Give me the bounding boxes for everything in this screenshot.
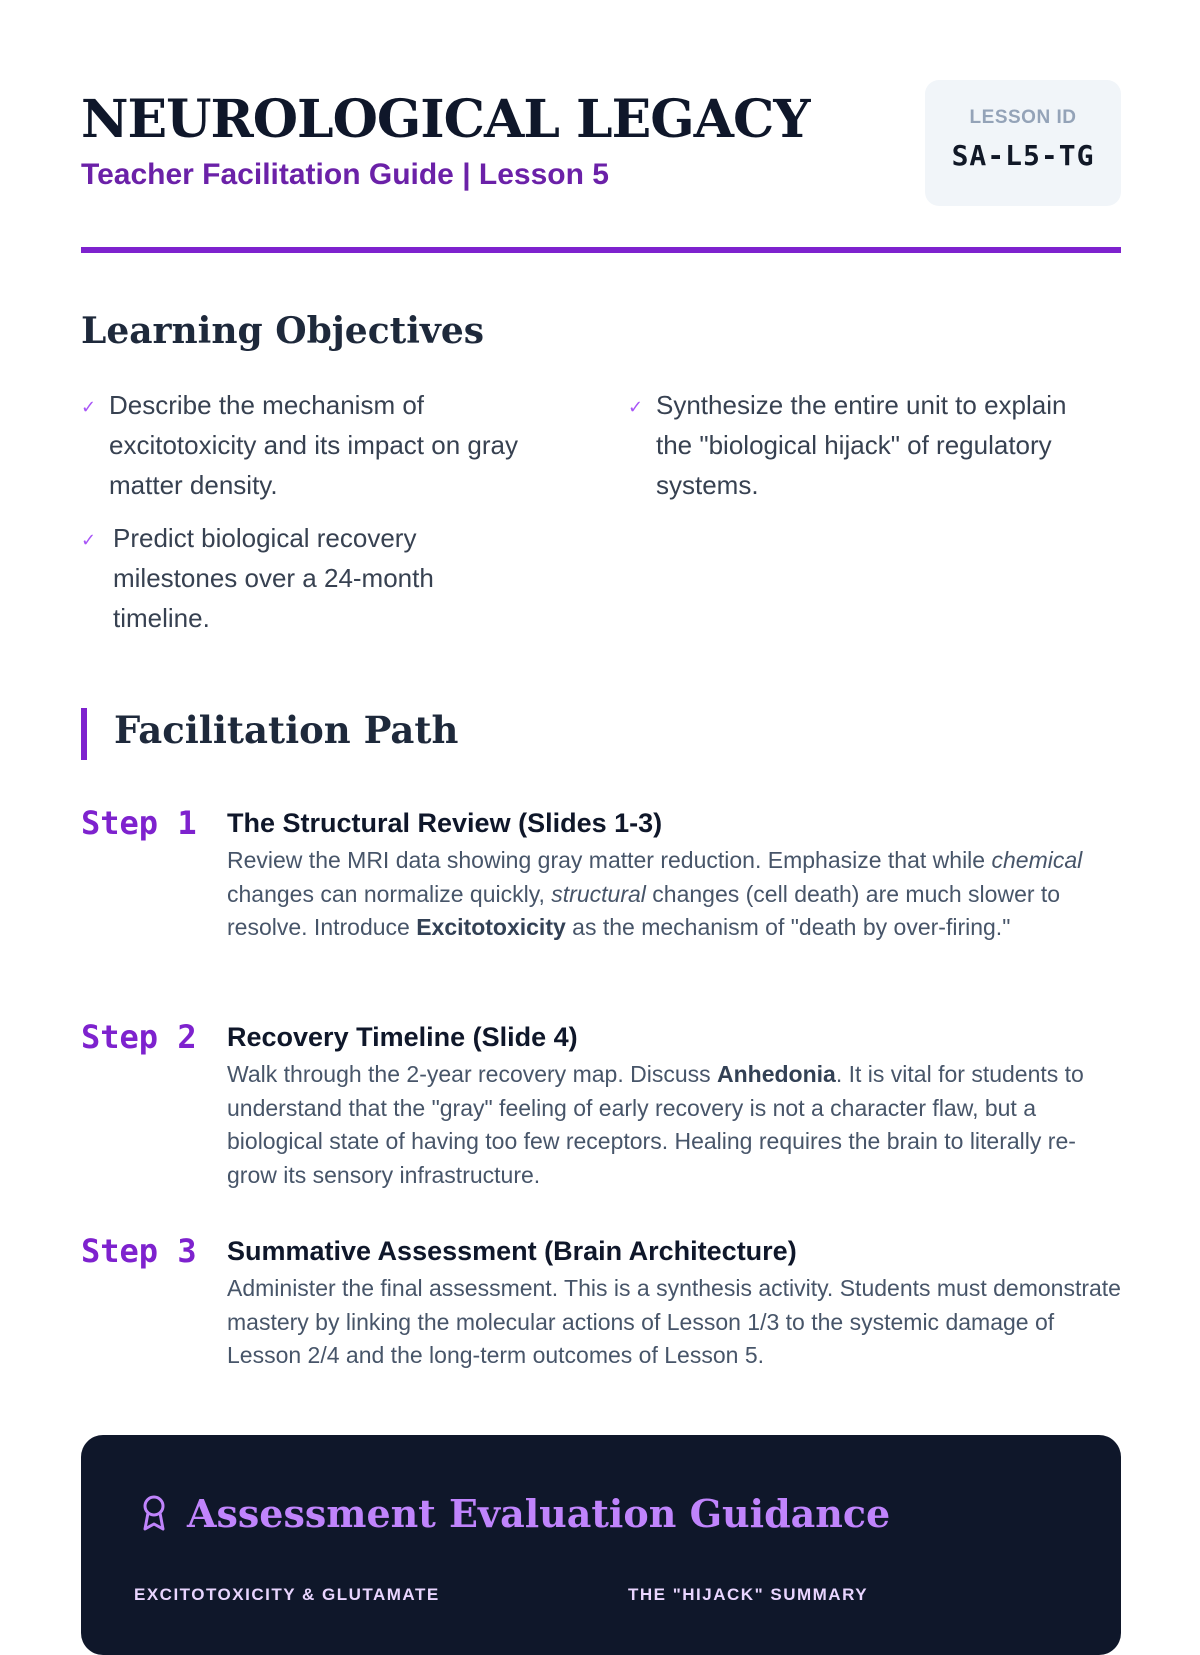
- page-title: NEUROLOGICAL LEGACY: [81, 89, 810, 150]
- step-body: [227, 1018, 1121, 1192]
- facilitation-heading: Facilitation Path: [114, 708, 459, 752]
- step-title: Summative Assessment (Brain Architecture): [227, 1236, 797, 1266]
- award-icon: [139, 1493, 169, 1533]
- step-description: Administer the final assessment. This is a synthesis activity. Students must demonstrate mastery by linking the molecular actions of Lesson 1/3 to the systemic damage of Lesson 2/4 and the long-term outcomes of Lesson 5.: [227, 1275, 1121, 1368]
- step-label: Step 1: [81, 804, 197, 842]
- step-title: The Structural Review (Slides 1-3): [227, 808, 663, 838]
- teacher-guide-page: [81, 0, 1121, 1604]
- step-title: Recovery Timeline (Slide 4): [227, 1022, 578, 1052]
- page-subtitle: Teacher Facilitation Guide | Lesson 5: [81, 158, 609, 191]
- step-body: [227, 804, 1121, 945]
- section-accent-bar: [81, 708, 87, 760]
- step-body: [227, 1232, 1121, 1373]
- assessment-column-label: EXCITOTOXICITY & GLUTAMATE: [134, 1585, 440, 1604]
- objectives-heading: Learning Objectives: [81, 310, 485, 352]
- step-description: Review the MRI data showing gray matter reduction. Emphasize that while chemical changes can normalize quickly, structural changes (cell death) are much slower to resolve. Introduce Excitotoxicity as the mechanism of "death by over-firing.": [227, 847, 1083, 940]
- check-icon: ✓: [628, 397, 644, 417]
- assessment-heading: Assessment Evaluation Guidance: [187, 1491, 891, 1536]
- objective-item: ✓ Synthesize the entire unit to explain the "biological hijack" of regulatory systems.: [628, 385, 1098, 505]
- step-label: Step 3: [81, 1232, 197, 1270]
- check-icon: ✓: [81, 530, 97, 550]
- assessment-guidance-card: [81, 1435, 1121, 1655]
- header-divider: [81, 247, 1121, 253]
- step-label: Step 2: [81, 1018, 197, 1056]
- objective-item: ✓ Predict biological recovery milestones over a 24-month timeline.: [81, 518, 501, 638]
- check-icon: ✓: [81, 397, 97, 417]
- assessment-column-label: THE "HIJACK" SUMMARY: [628, 1585, 869, 1604]
- lesson-id-value: SA-L5-TG: [951, 139, 1095, 172]
- lesson-id-badge: [925, 80, 1121, 206]
- lesson-id-label: LESSON ID: [969, 107, 1077, 128]
- page-header: [81, 80, 1121, 255]
- step-description: Walk through the 2-year recovery map. Discuss Anhedonia. It is vital for students to understand that the "gray" feeling of early recovery is not a character flaw, but a biological state of having too few receptors. Healing requires the brain to literally re-grow its sensory infrastructure.: [227, 1061, 1084, 1188]
- objectives-list: [81, 385, 1121, 645]
- objective-item: ✓ Describe the mechanism of excitotoxicity and its impact on gray matter density.: [81, 385, 551, 505]
